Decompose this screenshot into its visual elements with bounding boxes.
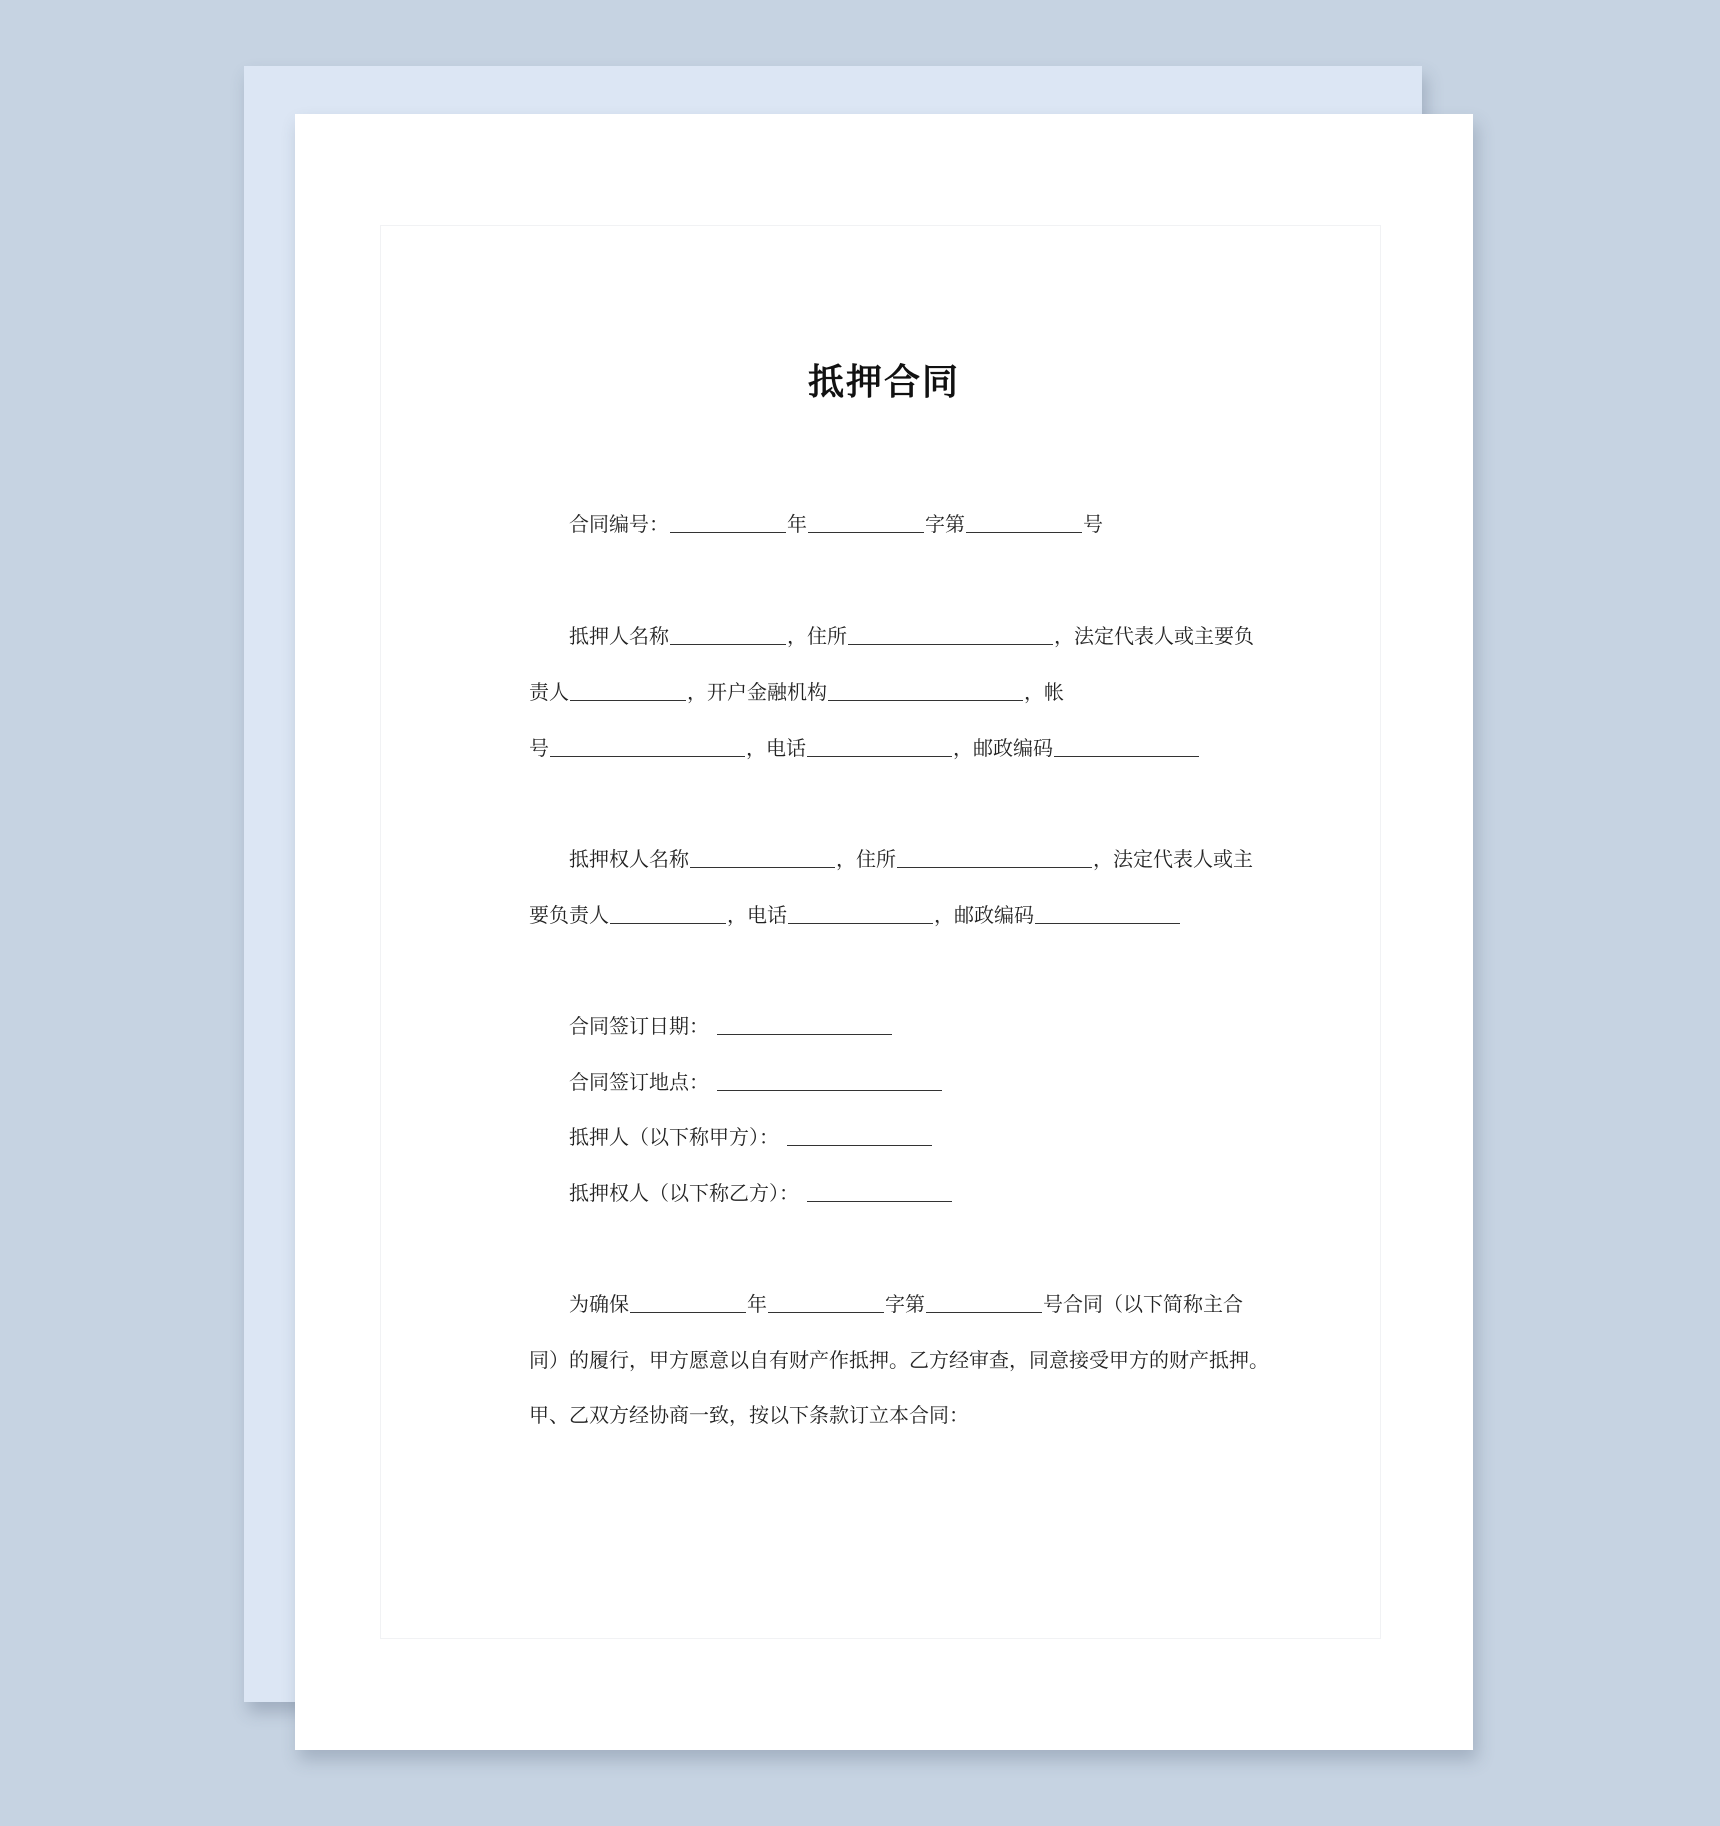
- contract-serial-blank[interactable]: [966, 504, 1082, 533]
- mortgagor-phone-blank[interactable]: [807, 728, 952, 757]
- mortgagor-line-3: [529, 728, 1200, 768]
- responsible-label: 责人: [529, 680, 569, 704]
- party-a-blank[interactable]: [787, 1117, 932, 1146]
- sign-date-line: [529, 1006, 893, 1046]
- party-a-line: [529, 1117, 933, 1157]
- main-contract-code-blank[interactable]: [768, 1284, 884, 1313]
- mortgagee-name-blank[interactable]: [690, 839, 835, 868]
- mortgagor-name-blank[interactable]: [670, 616, 786, 645]
- purpose-intro: 为确保: [569, 1292, 629, 1316]
- word-no-label: 字第: [885, 1292, 925, 1316]
- phone-label: ，电话: [727, 903, 787, 927]
- document-page: [295, 114, 1473, 1750]
- responsible-label: 要负责人: [529, 903, 609, 927]
- sign-date-label: 合同签订日期：: [569, 1014, 709, 1038]
- sign-place-line: [529, 1062, 943, 1102]
- purpose-line-3: 甲、乙双方经协商一致，按以下条款订立本合同：: [529, 1403, 969, 1427]
- mortgagee-line-2: [529, 895, 1181, 935]
- mortgagor-name-label: 抵押人名称: [569, 624, 669, 648]
- main-contract-serial-blank[interactable]: [926, 1284, 1042, 1313]
- sign-place-blank[interactable]: [717, 1062, 942, 1091]
- word-no-label: 字第: [925, 512, 965, 536]
- mortgagor-bank-blank[interactable]: [828, 672, 1023, 701]
- mortgagee-name-label: 抵押权人名称: [569, 847, 689, 871]
- document-title: 抵押合同: [807, 362, 960, 403]
- year-label: 年: [787, 512, 807, 536]
- mortgagor-postcode-blank[interactable]: [1054, 728, 1199, 757]
- phone-label: ，电话: [746, 736, 806, 760]
- contract-code-blank[interactable]: [808, 504, 924, 533]
- mortgagee-rep-blank[interactable]: [610, 895, 726, 924]
- party-a-label: 抵押人（以下称甲方）：: [569, 1125, 779, 1149]
- legal-rep-label: ，法定代表人或主要负: [1054, 624, 1254, 648]
- sign-date-blank[interactable]: [717, 1006, 892, 1035]
- mortgagor-account-blank[interactable]: [550, 728, 745, 757]
- mortgagee-postcode-blank[interactable]: [1035, 895, 1180, 924]
- bank-label: ，开户金融机构: [687, 680, 827, 704]
- number-label: 号: [1083, 512, 1103, 536]
- party-b-label: 抵押权人（以下称乙方）：: [569, 1181, 799, 1205]
- postcode-label: ，邮政编码: [934, 903, 1034, 927]
- mortgagee-address-blank[interactable]: [897, 839, 1092, 868]
- contract-number-line: [529, 504, 1103, 544]
- party-b-blank[interactable]: [807, 1173, 952, 1202]
- year-label: 年: [747, 1292, 767, 1316]
- contract-number-label: 合同编号：: [569, 512, 669, 536]
- mortgagor-line-1: [529, 616, 1254, 656]
- address-label: ，住所: [836, 847, 896, 871]
- mortgagor-address-blank[interactable]: [848, 616, 1053, 645]
- party-b-line: [529, 1173, 953, 1213]
- mortgagee-line-1: [529, 839, 1253, 879]
- main-contract-label: 号合同（以下简称主合: [1043, 1292, 1243, 1316]
- mortgagee-phone-blank[interactable]: [788, 895, 933, 924]
- postcode-label: ，邮政编码: [953, 736, 1053, 760]
- contract-year-blank[interactable]: [670, 504, 786, 533]
- address-label: ，住所: [787, 624, 847, 648]
- account-no-label: 号: [529, 736, 549, 760]
- mortgagor-rep-blank[interactable]: [570, 672, 686, 701]
- legal-rep-label: ，法定代表人或主: [1093, 847, 1253, 871]
- main-contract-year-blank[interactable]: [630, 1284, 746, 1313]
- account-label: ，帐: [1024, 680, 1064, 704]
- purpose-line-1: [529, 1284, 1243, 1324]
- mortgagor-line-2: [529, 672, 1064, 712]
- sign-place-label: 合同签订地点：: [569, 1070, 709, 1094]
- purpose-line-2: 同）的履行，甲方愿意以自有财产作抵押。乙方经审查，同意接受甲方的财产抵押。: [529, 1348, 1269, 1372]
